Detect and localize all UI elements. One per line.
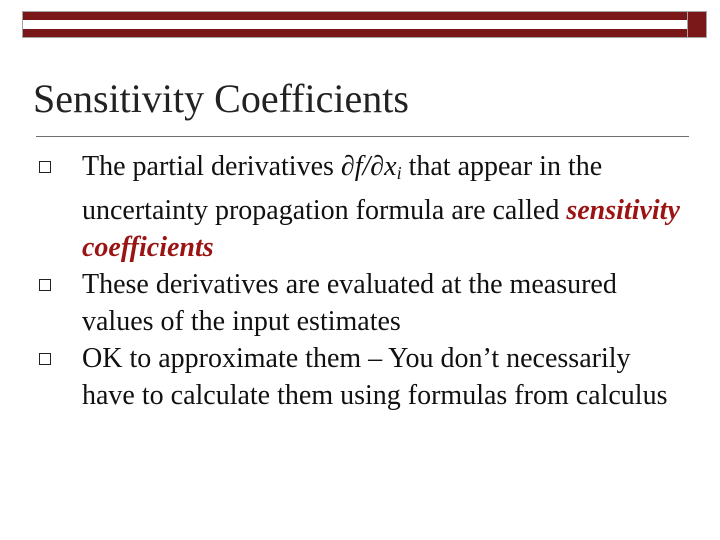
hollow-square-bullet-icon	[39, 161, 51, 173]
subscript-i: i	[396, 163, 402, 183]
bullet-text-after: that appear in the uncertainty propagation formula are called	[82, 151, 603, 226]
bullet-text: These derivatives are evaluated at the measured values of the input estimates	[82, 269, 617, 337]
hollow-square-bullet-icon	[39, 279, 51, 291]
bullet-item-approximate	[38, 340, 688, 414]
header-stripe-lower	[23, 29, 706, 37]
title-divider	[36, 136, 689, 137]
header-corner-square	[687, 11, 707, 38]
hollow-square-bullet-icon	[39, 353, 51, 365]
slide-title: Sensitivity Coefficients	[33, 76, 409, 121]
bullet-text-before: The partial derivatives	[82, 151, 341, 182]
bullet-item-partial-derivatives	[38, 148, 688, 266]
header-decoration-bar	[22, 11, 707, 38]
emphasis-sensitivity-coefficients: sensitivity coefficients	[82, 195, 680, 263]
bullet-list	[38, 148, 688, 414]
bullet-text: OK to approximate them – You don’t necessarily have to calculate them using formulas from calculus	[82, 343, 668, 411]
header-stripe-upper	[23, 12, 706, 20]
partial-derivative-expression: ∂f/∂x	[340, 151, 397, 182]
bullet-item-evaluated	[38, 266, 688, 340]
